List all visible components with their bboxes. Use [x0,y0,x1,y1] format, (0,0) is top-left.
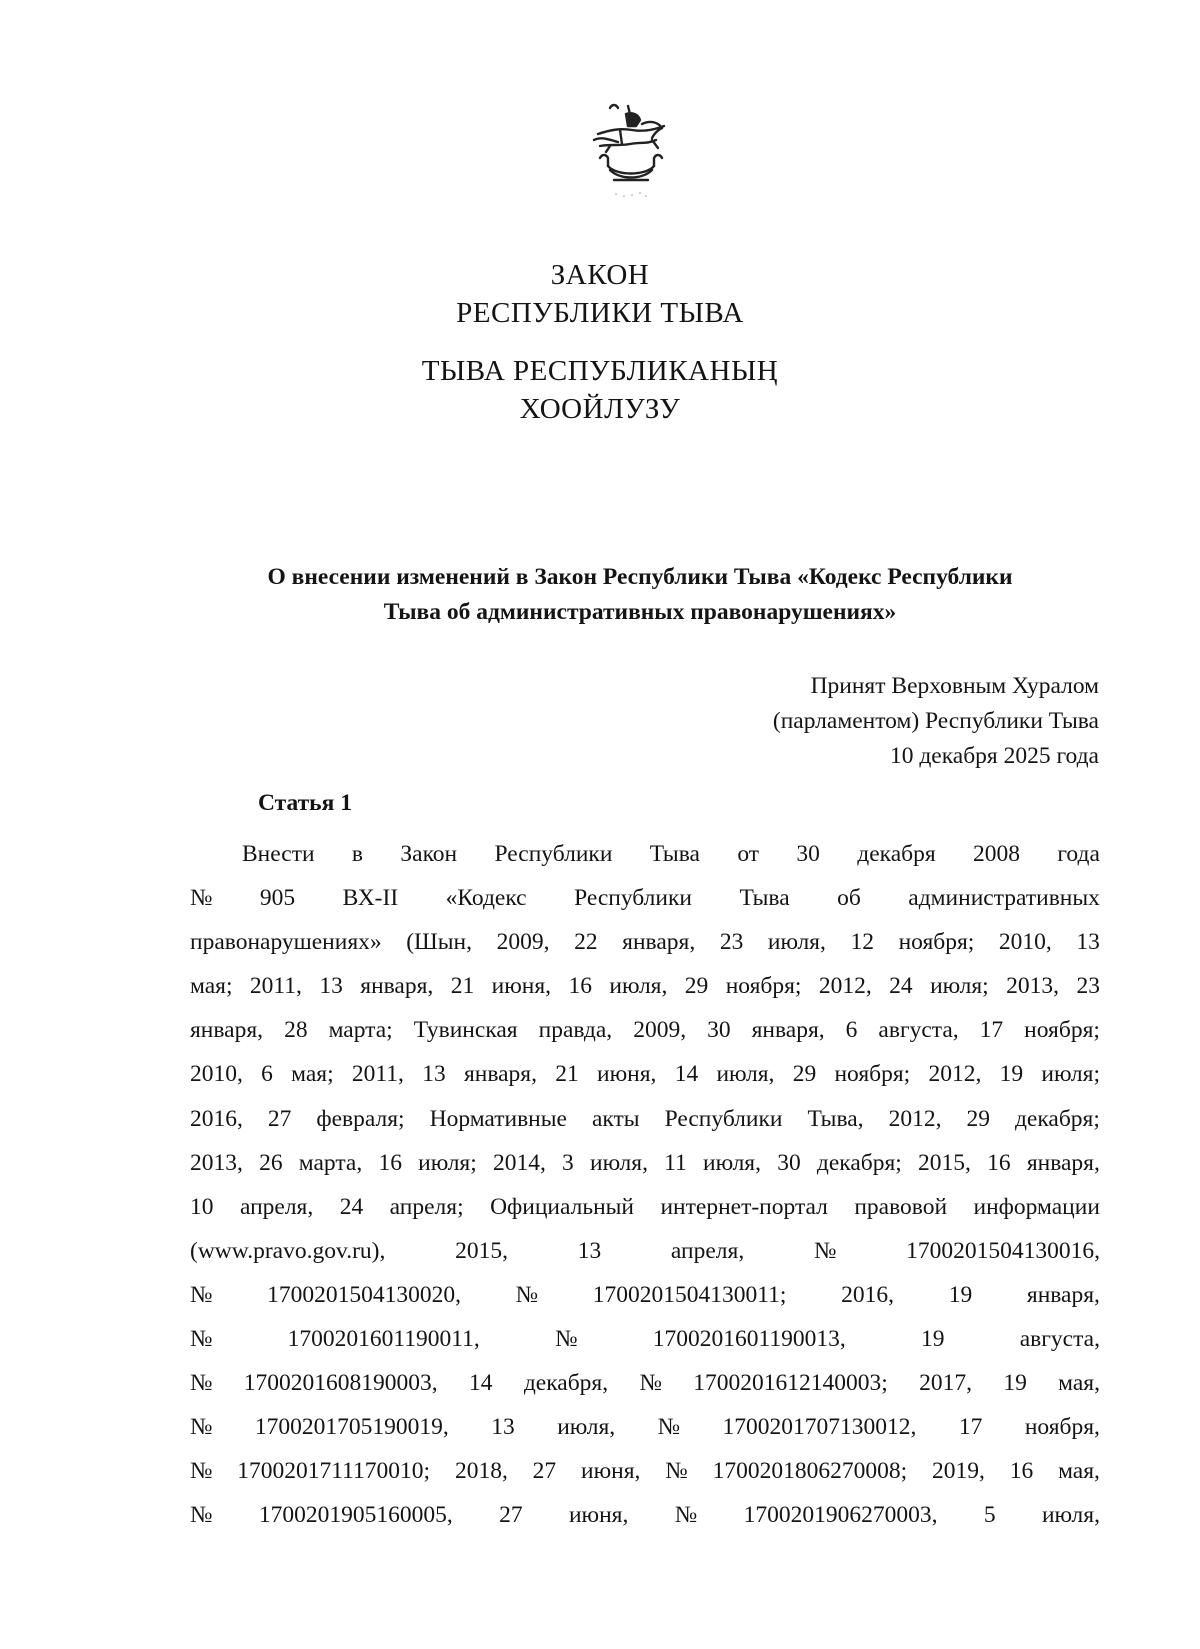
body-word: июля, [609,973,668,1000]
body-word: № [190,1326,213,1353]
body-word: 2012, [928,1061,982,1088]
body-word: 2013, [190,1149,243,1176]
body-line [190,832,1100,876]
body-word: № [813,1237,837,1264]
body-word: 1700201601190013, [652,1326,846,1353]
body-word: ноября, [1024,1414,1100,1441]
body-word: 17 [958,1414,983,1441]
body-word: № [190,1458,213,1485]
body-word: Нормативные [429,1105,567,1132]
body-word: января, [190,1017,264,1044]
coat-of-arms-emblem [580,100,690,210]
body-line [190,1141,1100,1185]
body-word: от [737,841,760,867]
body-word: 1700201707130012, [722,1414,917,1441]
body-word: 21 [555,1061,579,1088]
body-word: декабря [857,841,936,867]
body-line [190,1008,1100,1052]
body-word: № [190,885,213,912]
body-word: декабря; [1014,1105,1100,1132]
body-word: Тувинская [413,1017,518,1044]
body-word: «Кодекс [445,885,527,912]
body-word: 17 [979,1017,1004,1044]
body-word: № [657,1414,681,1441]
body-word: Республики [664,1105,783,1132]
body-word: 14 [468,1370,493,1397]
body-word: июня, [491,973,552,1000]
body-word: 27 [499,1502,523,1529]
body-word: Тыва, [807,1105,864,1132]
body-word: апреля, [239,1193,314,1220]
law-title-russian [0,256,1200,332]
body-word: января, [1026,1149,1100,1176]
body-line [190,920,1100,964]
body-word: июля, [716,1061,775,1088]
body-word: марта, [298,1149,363,1176]
body-line [190,1273,1100,1317]
body-word: № [190,1281,213,1308]
body-word: 2015, [918,1149,971,1176]
body-word: января, [360,973,434,1000]
body-word: 19 [1003,1370,1027,1397]
body-word: № [665,1458,688,1485]
body-word: административных [908,885,1100,912]
body-word: мая; [291,1061,334,1088]
body-word: 23 [719,929,744,956]
body-word: 24 [339,1193,364,1220]
body-word: акты [591,1105,640,1132]
article-body [190,832,1100,1538]
body-word: 2016, [841,1281,895,1308]
body-word: 2013, [1006,973,1060,1000]
body-word: 19 [948,1281,973,1308]
body-word: Официальный [490,1193,635,1220]
body-word: 16 [987,1149,1011,1176]
body-word: 24 [889,973,913,1000]
body-word: № [515,1281,539,1308]
body-word: № [190,1370,213,1397]
body-word: февраля; [316,1105,405,1132]
body-word: Республики [494,841,613,867]
body-word: № [674,1502,698,1529]
body-word: марта; [328,1017,393,1044]
body-word: 1700201504130016, [906,1237,1100,1264]
law-title-line: ТЫВА РЕСПУБЛИКАНЫҢ [421,355,779,387]
body-word: 2014, [492,1149,546,1176]
body-word: 2010, [190,1061,243,1088]
body-word: 1700201504130020, [267,1281,461,1308]
body-word: 3 [562,1149,574,1176]
body-word: 13 [422,1061,446,1088]
body-line [190,1185,1100,1229]
body-word: № [639,1370,662,1397]
body-line [190,1405,1100,1449]
body-word: 27 [532,1458,557,1485]
body-word: 1700201705190019, [254,1414,449,1441]
body-word: 1700201612140003; [693,1370,888,1397]
body-word: июля, [557,1414,616,1441]
body-word: 1700201906270003, [743,1502,938,1529]
body-word: мая, [1058,1370,1100,1397]
body-word: 905 [259,885,296,912]
body-word: правда, [538,1017,613,1044]
body-word: 23 [1076,973,1100,1000]
body-word: 13 [491,1414,515,1441]
body-word: 2015, [455,1237,508,1264]
adoption-line: Принят Верховным Хуралом [810,673,1099,699]
body-word: июля; [418,1149,477,1176]
body-line [190,1097,1100,1141]
body-word: 22 [574,929,598,956]
body-word: 1700201806270008; [712,1458,908,1485]
body-word: 13 [1076,929,1100,956]
body-line [190,1361,1100,1405]
body-word: в [351,841,364,867]
body-word: 2017, [919,1370,972,1397]
body-word: Внести [242,841,315,867]
body-word: января, [1026,1281,1100,1308]
law-title-line: ЗАКОН [550,259,650,291]
body-word: 2012, [888,1105,942,1132]
body-word: 5 [983,1502,996,1529]
body-word: 27 [267,1105,292,1132]
body-word: августа, [878,1017,959,1044]
body-word: 30 [707,1017,731,1044]
body-line [190,1449,1100,1493]
body-word: 13 [577,1237,602,1264]
body-line [190,1229,1100,1273]
body-word: 29 [792,1061,817,1088]
body-word: июля, [590,1149,648,1176]
body-word: 2019, [931,1458,985,1485]
body-word: января, [751,1017,825,1044]
body-word: июля; [1041,1061,1100,1088]
body-word: 1700201608190003, [243,1370,438,1397]
body-word: № [190,1502,213,1529]
body-line [190,964,1100,1008]
adoption-date: 10 декабря 2025 года [889,743,1099,769]
body-line [190,1317,1100,1361]
body-word: ноября; [898,929,975,956]
adoption-note [773,669,1099,774]
body-word: 12 [850,929,874,956]
heading-line: О внесении изменений в Закон Республики Тыва «Кодекс Республики [267,564,1013,590]
body-word: 11 [664,1149,687,1176]
body-word: июня, [597,1061,657,1088]
body-word: Республики [574,885,692,912]
body-word: интернет-портал [660,1193,828,1220]
body-word: информации [973,1193,1100,1220]
body-word: июля, [1041,1502,1100,1529]
body-word: 6 [845,1017,858,1044]
body-word: 13 [319,973,343,1000]
body-word: Закон [400,841,458,867]
law-title-line: ХООЙЛУЗУ [519,393,681,425]
body-line [190,876,1100,920]
law-title-line: РЕСПУБЛИКИ ТЫВА [456,297,744,329]
body-word: об [837,885,861,912]
body-word: июня, [581,1458,641,1485]
body-word: января, [463,1061,537,1088]
body-word: 29 [966,1105,990,1132]
body-word: апреля, [670,1237,745,1264]
body-word: Тыва [649,841,700,867]
body-word: 28 [284,1017,308,1044]
law-title-tuvan [0,352,1200,428]
body-word: апреля; [389,1193,464,1220]
body-word: 2016, [190,1105,243,1132]
article-title: Статья 1 [258,790,352,816]
body-word: 1700201504130011; [592,1281,787,1308]
body-word: января, [622,929,696,956]
body-word: 16 [378,1149,402,1176]
body-word: 1700201905160005, [258,1502,453,1529]
adoption-line: (парламентом) Республики Тыва [772,708,1099,734]
body-word: года [1057,841,1100,867]
body-word: 16 [568,973,592,1000]
body-word: 2009, [496,929,550,956]
body-word: (www.pravo.gov.ru), [190,1237,386,1264]
body-word: 2008 [973,841,1021,867]
body-line [190,1052,1100,1096]
document-heading [160,560,1120,630]
body-word: 2009, [633,1017,687,1044]
body-word: правонарушениях» [190,929,382,956]
body-word: 2011, [351,1061,404,1088]
body-word: 16 [1009,1458,1034,1485]
body-word: декабря, [523,1370,609,1397]
body-word: ноября; [725,973,802,1000]
heading-line: Тыва об административных правонарушениях» [383,599,897,625]
body-word: 19 [999,1061,1024,1088]
body-word: № [555,1326,578,1353]
body-word: ноября; [1024,1017,1100,1044]
body-word: ноября; [834,1061,911,1088]
body-word: 2011, [249,973,302,1000]
body-word: декабря; [816,1149,902,1176]
body-word: 21 [450,973,475,1000]
body-word: июня, [568,1502,629,1529]
body-word: июля, [703,1149,761,1176]
body-word: мая, [1058,1458,1100,1485]
body-word: мая; [190,973,233,1000]
body-word: августа, [1019,1326,1100,1353]
body-word: июля; [930,973,989,1000]
body-word: 6 [261,1061,273,1088]
body-word: 30 [777,1149,801,1176]
body-word: 10 [190,1193,214,1220]
body-word: 1700201601190011, [287,1326,480,1353]
body-word: Тыва [739,885,790,912]
body-word: 26 [259,1149,283,1176]
body-word: 29 [684,973,709,1000]
body-line [190,1493,1100,1537]
body-word: 19 [921,1326,945,1353]
body-word: 30 [796,841,820,867]
body-word: 2018, [454,1458,508,1485]
body-word: № [190,1414,213,1441]
body-word: 2012, [818,973,872,1000]
body-word: 14 [674,1061,699,1088]
body-word: июля, [767,929,826,956]
body-word: правовой [854,1193,948,1220]
body-word: 1700201711170010; [237,1458,431,1485]
body-word: (Шын, [406,929,473,956]
body-word: ВХ-II [342,885,399,912]
body-word: 2010, [998,929,1052,956]
